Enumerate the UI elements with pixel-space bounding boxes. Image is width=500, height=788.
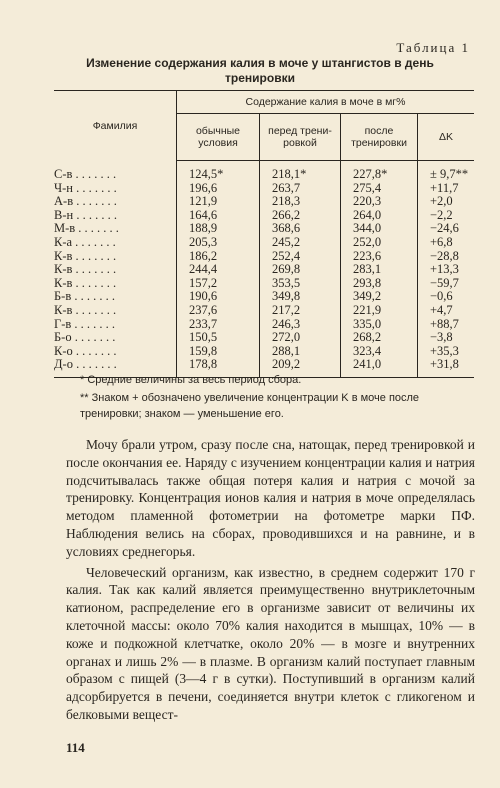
cell-name: К-а . . . . . . . [54, 234, 116, 249]
table-row [54, 195, 474, 209]
table-row [54, 290, 474, 304]
cell-name: Б-о . . . . . . . [54, 330, 116, 345]
paragraph-2: Человеческий организм, как известно, в среднем содержит 170 г калия. Так как калий является преимущественно внутриклеточным катионом, распределение его в организме зависит от величины их клеточной массы: около 70% калия находится в мышцах, 10% — в коже и подкожной клетчатке, около 20% — в мозге и внутренних органах и лишь 2% — в плазме. В организм калий поступает главным образом с пищей (3—4 г в сутки). Поступивший в организм калий адсорбируется в печени, соединяется внутри клеток с гликогеном и белковыми вещест- [66, 564, 475, 722]
cell-before: 218,1* [260, 161, 341, 182]
header-before: перед трени-ровкой [260, 114, 341, 161]
cell-usual: 121,9 [177, 195, 260, 209]
cell-before: 349,8 [260, 290, 341, 304]
cell-usual: 196,6 [177, 182, 260, 196]
table-title: Изменение содержания калия в моче у штангистов в день тренировки [86, 56, 434, 85]
header-name: Фамилия [54, 91, 177, 161]
cell-delta: +13,3 [418, 263, 475, 277]
cell-name: К-в . . . . . . . [54, 262, 117, 277]
cell-name: С-в . . . . . . . [54, 166, 117, 181]
table-body [54, 161, 474, 378]
cell-before: 209,2 [260, 358, 341, 377]
cell-usual: 237,6 [177, 304, 260, 318]
cell-delta: −2,2 [418, 209, 475, 223]
cell-name: Г-в . . . . . . . [54, 316, 116, 331]
cell-usual: 157,2 [177, 277, 260, 291]
table-row [54, 277, 474, 291]
cell-before: 263,7 [260, 182, 341, 196]
footnotes [80, 372, 475, 422]
cell-after: 293,8 [341, 277, 418, 291]
table-row [54, 236, 474, 250]
cell-usual: 205,3 [177, 236, 260, 250]
cell-after: 268,2 [341, 331, 418, 345]
table-row [54, 331, 474, 345]
cell-delta: ± 9,7** [418, 161, 475, 182]
cell-delta: +6,8 [418, 236, 475, 250]
cell-name: Д-о . . . . . . . [54, 358, 177, 377]
cell-before: 266,2 [260, 209, 341, 223]
cell-delta: −24,6 [418, 222, 475, 236]
cell-before: 246,3 [260, 318, 341, 332]
cell-delta: −0,6 [418, 290, 475, 304]
table-row [54, 304, 474, 318]
header-group: Содержание калия в моче в мг% [177, 91, 475, 114]
table-row [54, 263, 474, 277]
cell-before: 272,0 [260, 331, 341, 345]
cell-delta: +31,8 [418, 358, 475, 377]
header-delta: ΔK [418, 114, 475, 161]
cell-before: 245,2 [260, 236, 341, 250]
cell-usual: 188,9 [177, 222, 260, 236]
cell-usual: 233,7 [177, 318, 260, 332]
cell-before: 368,6 [260, 222, 341, 236]
cell-after: 349,2 [341, 290, 418, 304]
table-row [54, 250, 474, 264]
cell-after: 264,0 [341, 209, 418, 223]
cell-name: К-в . . . . . . . [54, 248, 117, 263]
cell-name: К-о . . . . . . . [54, 343, 117, 358]
cell-before: 353,5 [260, 277, 341, 291]
table-row [54, 209, 474, 223]
cell-usual: 159,8 [177, 345, 260, 359]
cell-name: М-в . . . . . . . [54, 221, 119, 236]
cell-after: 344,0 [341, 222, 418, 236]
table-row [54, 345, 474, 359]
cell-after: 221,9 [341, 304, 418, 318]
cell-after: 241,0 [341, 358, 418, 377]
cell-delta: −3,8 [418, 331, 475, 345]
footnote-1: * Средние величины за весь период сбора. [80, 374, 302, 386]
header-after: после тренировки [341, 114, 418, 161]
cell-after: 220,3 [341, 195, 418, 209]
page-number: 114 [66, 740, 85, 755]
cell-name: К-в . . . . . . . [54, 302, 117, 317]
cell-name: К-в . . . . . . . [54, 275, 117, 290]
header-usual: обычные условия [177, 114, 260, 161]
cell-name: Ч-н . . . . . . . [54, 180, 117, 195]
table-row [54, 161, 474, 182]
cell-delta: +35,3 [418, 345, 475, 359]
cell-after: 323,4 [341, 345, 418, 359]
cell-after: 227,8* [341, 161, 418, 182]
cell-before: 269,8 [260, 263, 341, 277]
paragraph-1: Мочу брали утром, сразу после сна, натощак, перед тренировкой и после окончания ее. Наряду с изучением концентрации калия и натрия подсчитывалась также общая потеря калия и натрия с мочой за тренировку. Концентрация ионов калия и натрия в моче определялась методом пламенной фотометрии на фотометре марки ПФ. Наблюдения велись на сборах, проводившихся и на равнине, и в условиях среднегорья. [66, 437, 475, 559]
cell-usual: 150,5 [177, 331, 260, 345]
cell-after: 335,0 [341, 318, 418, 332]
cell-usual: 164,6 [177, 209, 260, 223]
body-text [66, 436, 475, 724]
cell-delta: +11,7 [418, 182, 475, 196]
cell-delta: −59,7 [418, 277, 475, 291]
cell-after: 275,4 [341, 182, 418, 196]
table-label: Таблица 1 [396, 40, 470, 55]
cell-delta: +88,7 [418, 318, 475, 332]
cell-delta: −28,8 [418, 250, 475, 264]
cell-usual: 244,4 [177, 263, 260, 277]
table-row [54, 318, 474, 332]
table-row [54, 182, 474, 196]
cell-after: 223,6 [341, 250, 418, 264]
potassium-table [54, 90, 474, 378]
cell-usual: 186,2 [177, 250, 260, 264]
cell-after: 283,1 [341, 263, 418, 277]
cell-name: В-н . . . . . . . [54, 207, 117, 222]
cell-delta: +2,0 [418, 195, 475, 209]
cell-before: 288,1 [260, 345, 341, 359]
footnote-2: ** Знаком + обозначено увеличение концентрации K в моче после тренировки; знаком — уменьшение его. [80, 392, 420, 420]
cell-before: 252,4 [260, 250, 341, 264]
cell-before: 217,2 [260, 304, 341, 318]
cell-usual: 190,6 [177, 290, 260, 304]
cell-usual: 178,8 [177, 358, 260, 377]
cell-before: 218,3 [260, 195, 341, 209]
cell-after: 252,0 [341, 236, 418, 250]
table-row [54, 222, 474, 236]
cell-usual: 124,5* [177, 161, 260, 182]
cell-name: А-в . . . . . . . [54, 194, 117, 209]
cell-name: Б-в . . . . . . . [54, 289, 115, 304]
cell-delta: +4,7 [418, 304, 475, 318]
